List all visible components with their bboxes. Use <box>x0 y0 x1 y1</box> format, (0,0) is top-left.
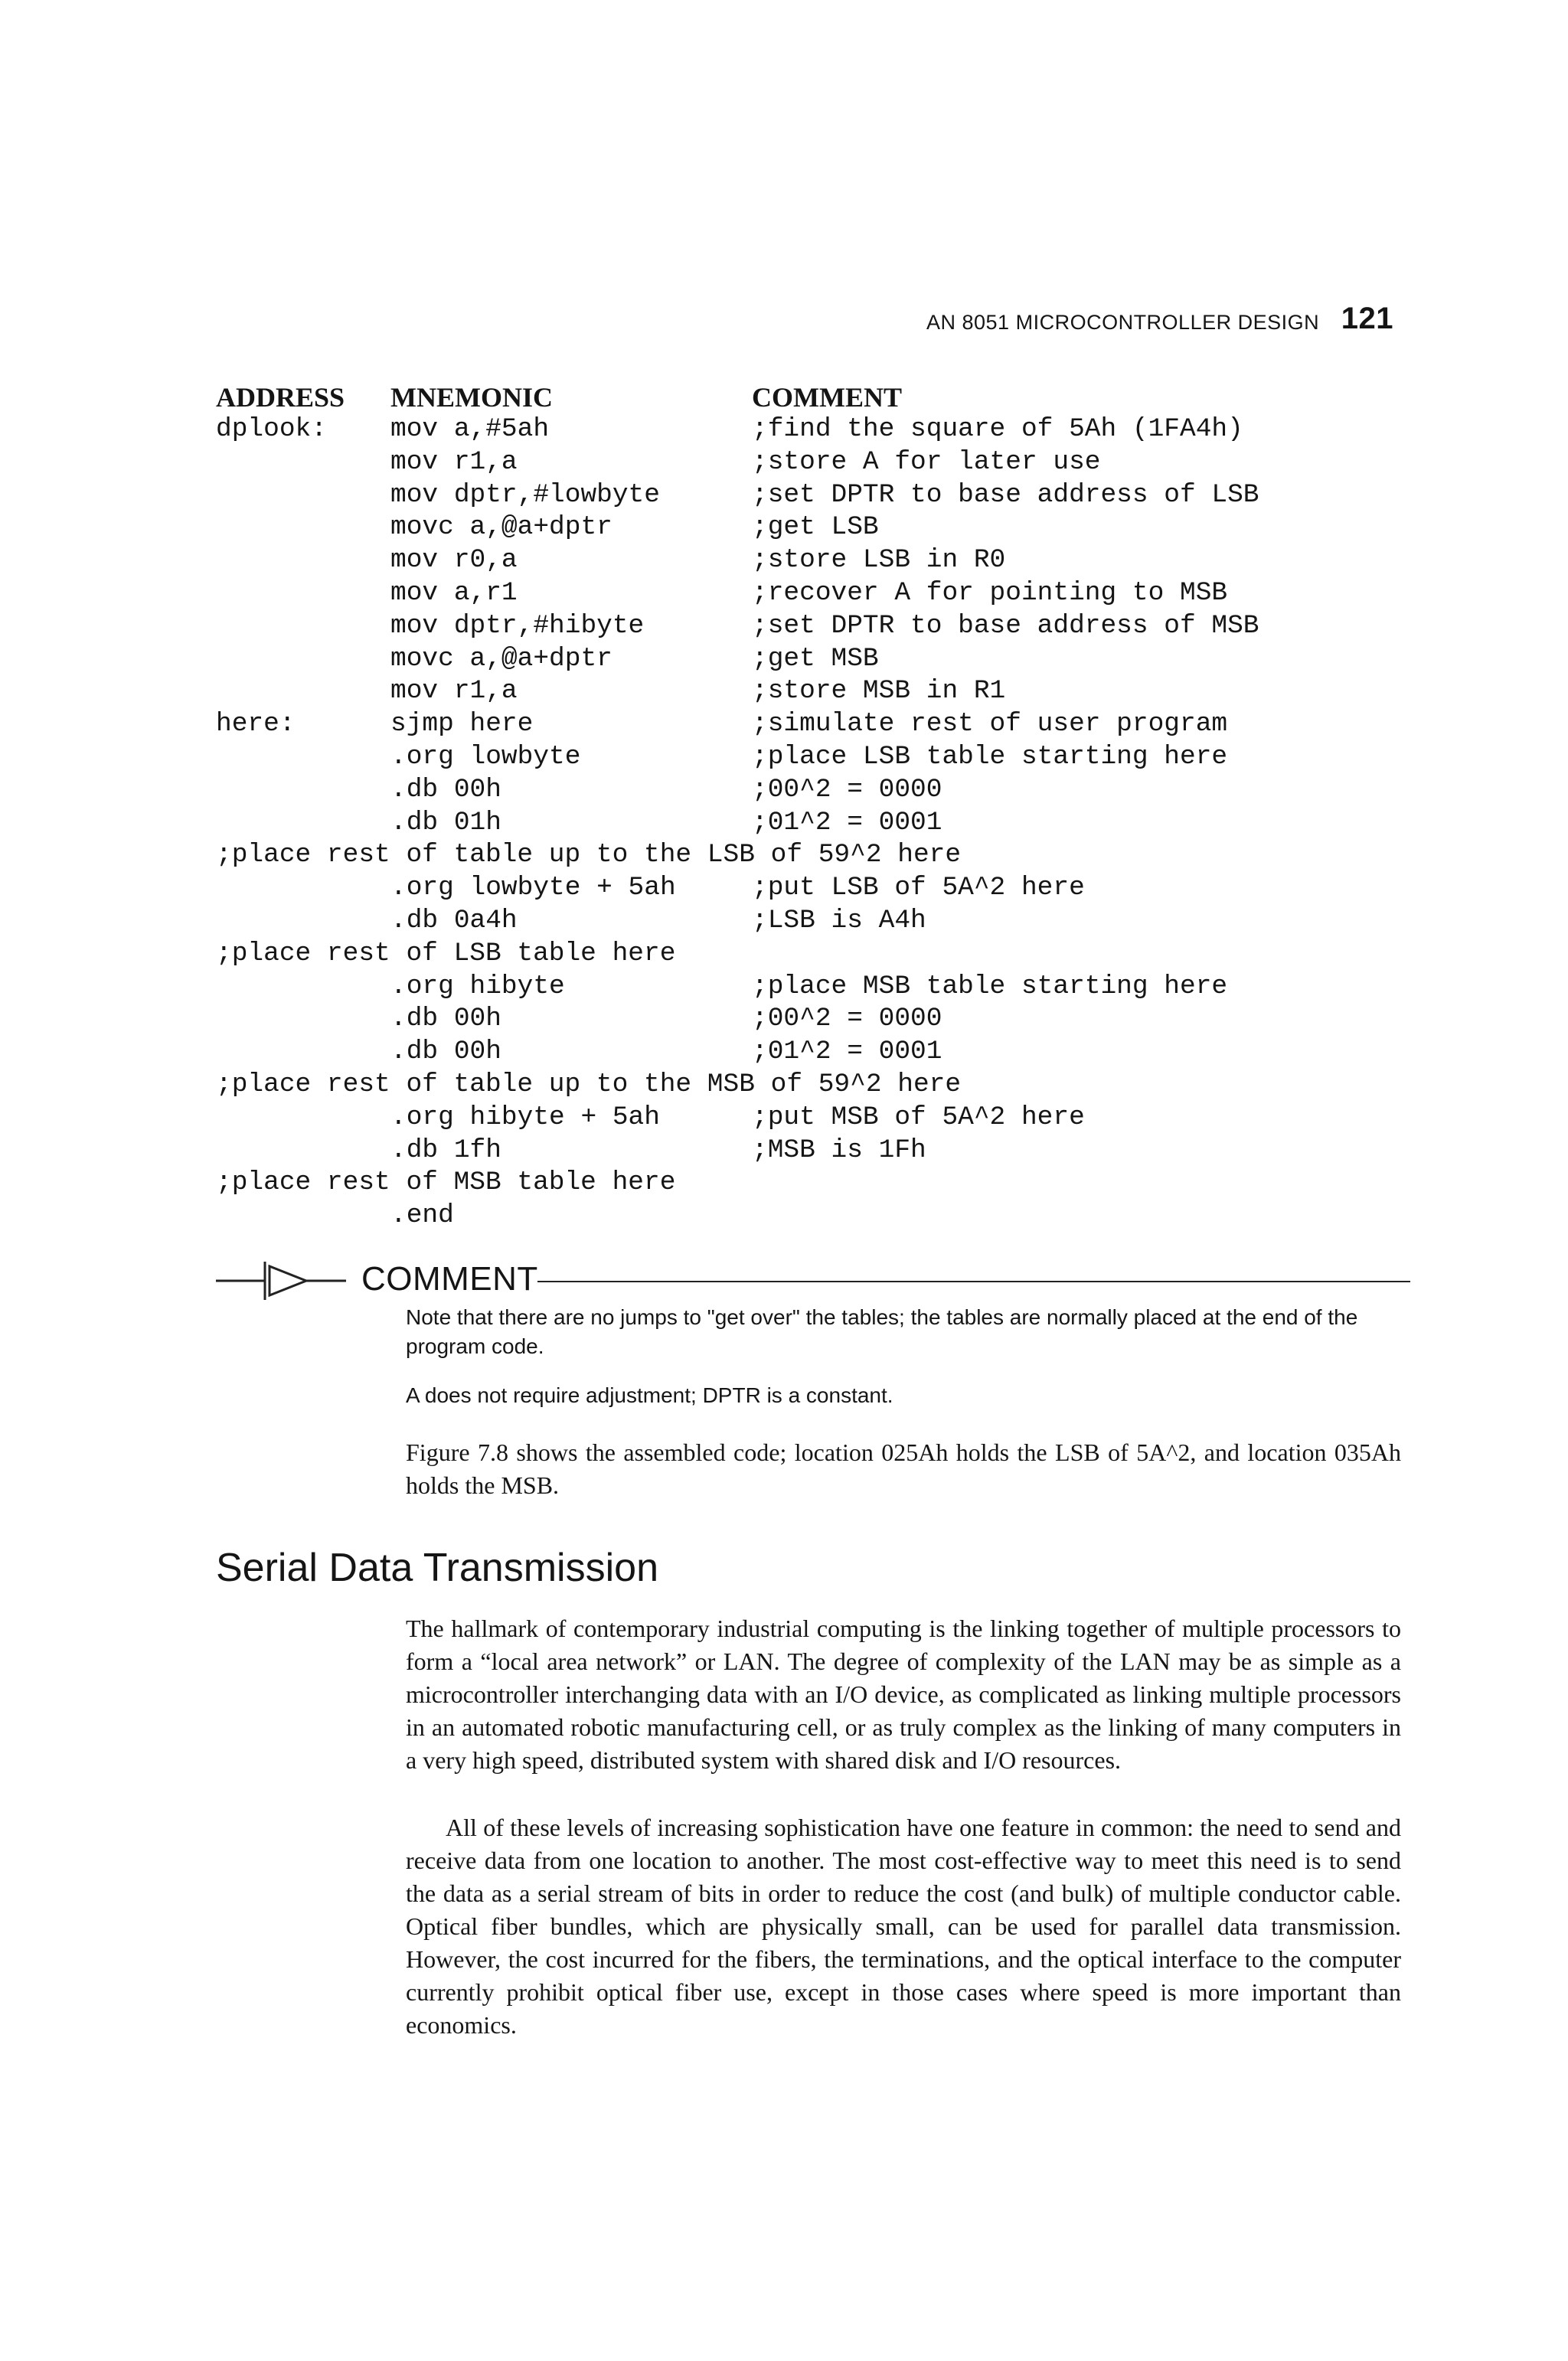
line-comment: ;store MSB in R1 <box>752 676 1006 707</box>
listing-line <box>216 446 1410 479</box>
listing-line <box>216 872 1410 905</box>
full-line-comment: ;place rest of LSB table here <box>216 938 676 968</box>
listing-line <box>216 741 1410 774</box>
listing-line <box>216 511 1410 544</box>
line-address: dplook: <box>216 414 327 444</box>
listing-line <box>216 610 1410 643</box>
body-paragraph-1: The hallmark of contemporary industrial computing is the linking together of multiple processors to form a “local area network” or LAN. The degree of complexity of the LAN may be as simple as a microcontroller interchanging data with an I/O device, as complicated as linking multiple processors in an automated robotic manufacturing cell, or as truly complex as the linking of many computers in a very high speed, distributed system with shared disk and I/O resources. <box>406 1615 1401 1774</box>
line-comment: ;MSB is 1Fh <box>752 1135 926 1165</box>
line-comment: ;place LSB table starting here <box>752 741 1228 772</box>
running-header <box>888 300 1393 338</box>
line-mnemonic: movc a,@a+dptr <box>390 512 612 543</box>
comment-callout <box>216 1256 1410 1301</box>
column-header-mnemonic: MNEMONIC <box>390 382 553 413</box>
listing-line <box>216 1200 1410 1233</box>
line-mnemonic: mov r1,a <box>390 676 518 707</box>
listing-line <box>216 839 1410 872</box>
line-comment: ;00^2 = 0000 <box>752 774 942 805</box>
page-number: 121 <box>1341 302 1393 335</box>
line-comment: ;recover A for pointing to MSB <box>752 577 1228 608</box>
body-paragraph-2: All of these levels of increasing sophistication have one feature in common: the need to send and receive data from one location to another. The most cost-effective way to meet this need is to send the data as a serial stream of bits in order to reduce the cost (and bulk) of multiple conductor cable. Optical fiber bundles, which are physically small, can be used for parallel data transmission. However, the cost incurred for the fibers, the terminations, and the optical interface to the computer currently prohibit optical fiber use, except in those cases where speed is more important than economics. <box>406 1814 1401 2039</box>
comment-label: COMMENT <box>361 1260 538 1298</box>
column-header-address: ADDRESS <box>216 382 345 413</box>
line-comment: ;set DPTR to base address of MSB <box>752 610 1259 641</box>
line-comment: ;put LSB of 5A^2 here <box>752 873 1085 903</box>
listing-line <box>216 1102 1410 1135</box>
line-comment: ;find the square of 5Ah (1FA4h) <box>752 414 1243 444</box>
listing-line <box>216 774 1410 807</box>
line-mnemonic: mov a,#5ah <box>390 414 550 444</box>
listing-line <box>216 1135 1410 1167</box>
comment-note-1: Note that there are no jumps to "get over" the tables; the tables are normally placed at the end of the program code. <box>406 1305 1358 1358</box>
line-mnemonic: movc a,@a+dptr <box>390 643 612 674</box>
line-mnemonic: mov dptr,#lowbyte <box>390 479 660 510</box>
line-mnemonic: sjmp here <box>390 709 534 740</box>
line-comment: ;01^2 = 0001 <box>752 807 942 838</box>
listing-header-row <box>216 381 1410 413</box>
line-mnemonic: mov r0,a <box>390 545 518 576</box>
listing-line <box>216 1167 1410 1200</box>
line-comment: ;01^2 = 0001 <box>752 1037 942 1067</box>
listing-line <box>216 905 1410 938</box>
figure-paragraph: Figure 7.8 shows the assembled code; location 025Ah holds the LSB of 5A^2, and location 035Ah holds the MSB. <box>406 1438 1401 1499</box>
column-header-comment: COMMENT <box>752 382 902 413</box>
line-mnemonic: .db 00h <box>390 1037 501 1067</box>
line-mnemonic: .end <box>390 1200 454 1231</box>
line-mnemonic: .org hibyte + 5ah <box>390 1102 660 1132</box>
line-address: here: <box>216 709 296 740</box>
running-title: AN 8051 MICROCONTROLLER DESIGN <box>926 311 1320 334</box>
line-comment: ;put MSB of 5A^2 here <box>752 1102 1085 1132</box>
listing-line <box>216 807 1410 840</box>
line-mnemonic: mov a,r1 <box>390 577 518 608</box>
line-mnemonic: .db 00h <box>390 1004 501 1034</box>
listing-line <box>216 1069 1410 1102</box>
line-mnemonic: .org hibyte <box>390 971 565 1001</box>
listing-lines <box>216 413 1410 1233</box>
comment-arrow-icon <box>216 1256 346 1301</box>
assembly-listing <box>216 381 1410 1233</box>
listing-line <box>216 1003 1410 1036</box>
line-mnemonic: .org lowbyte + 5ah <box>390 873 676 903</box>
line-comment: ;store LSB in R0 <box>752 545 1006 576</box>
line-mnemonic: mov dptr,#hibyte <box>390 610 645 641</box>
listing-line <box>216 544 1410 577</box>
full-line-comment: ;place rest of MSB table here <box>216 1167 676 1198</box>
line-comment: ;get MSB <box>752 643 879 674</box>
line-comment: ;simulate rest of user program <box>752 709 1228 740</box>
line-comment: ;get LSB <box>752 512 879 543</box>
line-mnemonic: mov r1,a <box>390 446 518 477</box>
line-comment: ;set DPTR to base address of LSB <box>752 479 1259 510</box>
listing-line <box>216 577 1410 610</box>
comment-rule <box>537 1281 1410 1282</box>
line-comment: ;place MSB table starting here <box>752 971 1228 1001</box>
listing-line <box>216 708 1410 741</box>
line-mnemonic: .org lowbyte <box>390 741 581 772</box>
line-mnemonic: .db 0a4h <box>390 905 518 936</box>
comment-note-2: A does not require adjustment; DPTR is a constant. <box>406 1383 893 1407</box>
line-mnemonic: .db 1fh <box>390 1135 501 1165</box>
listing-line <box>216 413 1410 446</box>
listing-line <box>216 479 1410 512</box>
line-comment: ;store A for later use <box>752 446 1101 477</box>
listing-line <box>216 938 1410 971</box>
line-comment: ;00^2 = 0000 <box>752 1004 942 1034</box>
listing-line <box>216 643 1410 676</box>
section-heading: Serial Data Transmission <box>216 1546 658 1590</box>
line-comment: ;LSB is A4h <box>752 905 926 936</box>
listing-line <box>216 1036 1410 1069</box>
full-line-comment: ;place rest of table up to the LSB of 59^2 here <box>216 840 962 870</box>
listing-line <box>216 675 1410 708</box>
full-line-comment: ;place rest of table up to the MSB of 59^2 here <box>216 1069 962 1099</box>
line-mnemonic: .db 00h <box>390 774 501 805</box>
listing-line <box>216 971 1410 1004</box>
line-mnemonic: .db 01h <box>390 807 501 838</box>
